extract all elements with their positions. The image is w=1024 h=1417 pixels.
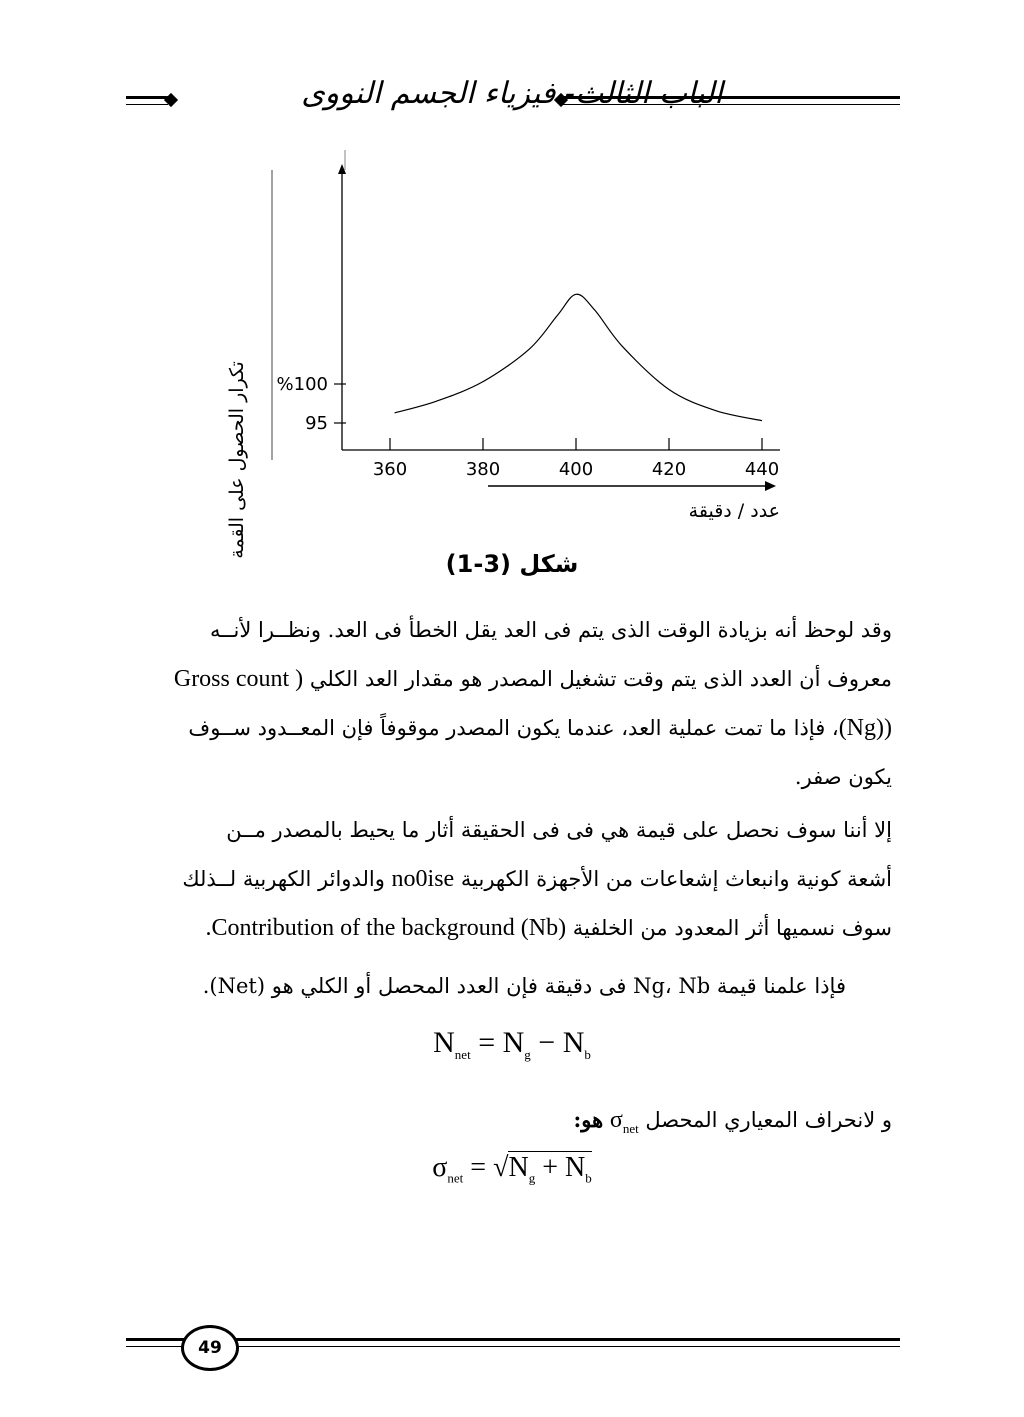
x-tick-label-360: 360 [372,459,408,480]
ng-term: (Ng)) [838,715,892,741]
eq2-term1: N [508,1152,529,1183]
eq2-plus: + N [535,1152,586,1183]
paragraph-2-line-2-text-a: أشعة كونية وانبعاث إشعاعات من الأجهزة الكهربية [460,867,892,891]
x-direction-arrow-icon [765,481,776,491]
paragraph-3-text: فإذا علمنا قيمة Ng، Nb فى دقيقة فإن العدد المحصل أو الكلي هو (Net). [202,974,846,998]
paragraph-1-line-1: وقد لوحظ أنه بزيادة الوقت الذى يتم فى العد يقل الخطأ فى العد. ونظــرا لأنــه [209,618,892,642]
gross-count-term: Gross count ) [173,666,304,692]
paragraph-2-line-3-text: سوف نسميها أثر المعدود من الخلفية [572,916,892,940]
eq1-lhs-sub: net [454,1047,471,1062]
y-tick-label-1: %100 [276,374,328,395]
paragraph-3 [126,962,846,1011]
paragraph-1-line-2 [126,655,892,704]
footer-rule-right-thin [228,1346,900,1347]
page-number: 49 [181,1325,239,1371]
x-tick-label-440: 440 [744,459,780,480]
y-tick-label-0: 95 [305,413,328,434]
paragraph-2 [126,806,892,953]
equation-sigma-net [0,1152,1024,1187]
paragraph-1-line-3 [126,704,892,753]
eq2-term2-sub: b [585,1170,592,1186]
paragraph-2-line-3 [126,904,892,953]
sigma-text-before: و لانحراف المعياري المحصل [645,1108,892,1132]
x-tick-label-400: 400 [558,459,594,480]
equation-net-count [0,1026,1024,1063]
background-term: (Nb) Contribution of the background. [205,915,567,941]
paragraph-1 [126,606,892,802]
sigma-char: σ [609,1107,623,1133]
paragraph-2-line-1: إلا أننا سوف نحصل على قيمة هي فى فى الحقيقة أثار ما يحيط بالمصدر مــن [226,818,892,842]
sigma-definition-line [126,1095,892,1153]
sqrt-icon: √ [493,1152,509,1183]
figure-caption: شكل (3-1) [445,550,579,578]
eq1-rhs: − N [530,1026,585,1059]
noise-term: no0ise [391,866,455,892]
eq2-term1-sub: g [528,1170,536,1186]
paragraph-1-line-4: يكون صفر. [794,765,892,789]
footer-rule-right [228,1338,900,1341]
x-tick-label-420: 420 [651,459,687,480]
footer-rule-left-thin [126,1346,188,1347]
paragraph-1-line-3-text: ، فإذا ما تمت عملية العد، عندما يكون المصدر موقوفاً فإن المعــدود ســوف [188,716,839,740]
count-distribution-curve [395,294,762,420]
footer-rule-left [126,1338,188,1341]
eq2-lhs: σ [432,1152,448,1183]
eq1-mid: = N [470,1026,525,1059]
chart [220,150,800,530]
paragraph-2-line-2 [126,855,892,904]
eq1-mid-sub: g [524,1047,531,1062]
eq2-radicand [508,1151,592,1186]
eq2-lhs-sub: net [447,1170,464,1186]
header-rule-right [126,96,168,99]
paragraph-1-line-2-text: معروف أن العدد الذى يتم وقت تشغيل المصدر هو مقدار العد الكلي [309,667,892,691]
paragraph-2-line-2-text-b: والدوائر الكهربية لــذلك [182,867,385,891]
header-title: الباب الثالث- فيزياء الجسم النووى [301,76,723,111]
x-tick-label-380: 380 [465,459,501,480]
eq1-lhs: N [433,1026,455,1059]
eq1-rhs-sub: b [584,1047,591,1062]
figure [220,150,800,559]
x-axis-label: عدد / دقيقة [688,500,780,522]
sigma-symbol [609,1107,639,1136]
sigma-text-after: هو: [573,1107,604,1132]
header-rule-right-thin [126,104,168,105]
eq2-equals: = [463,1152,494,1183]
sigma-sub: net [622,1120,639,1136]
y-axis-label: تكرار الحصول على القمة [226,361,248,559]
